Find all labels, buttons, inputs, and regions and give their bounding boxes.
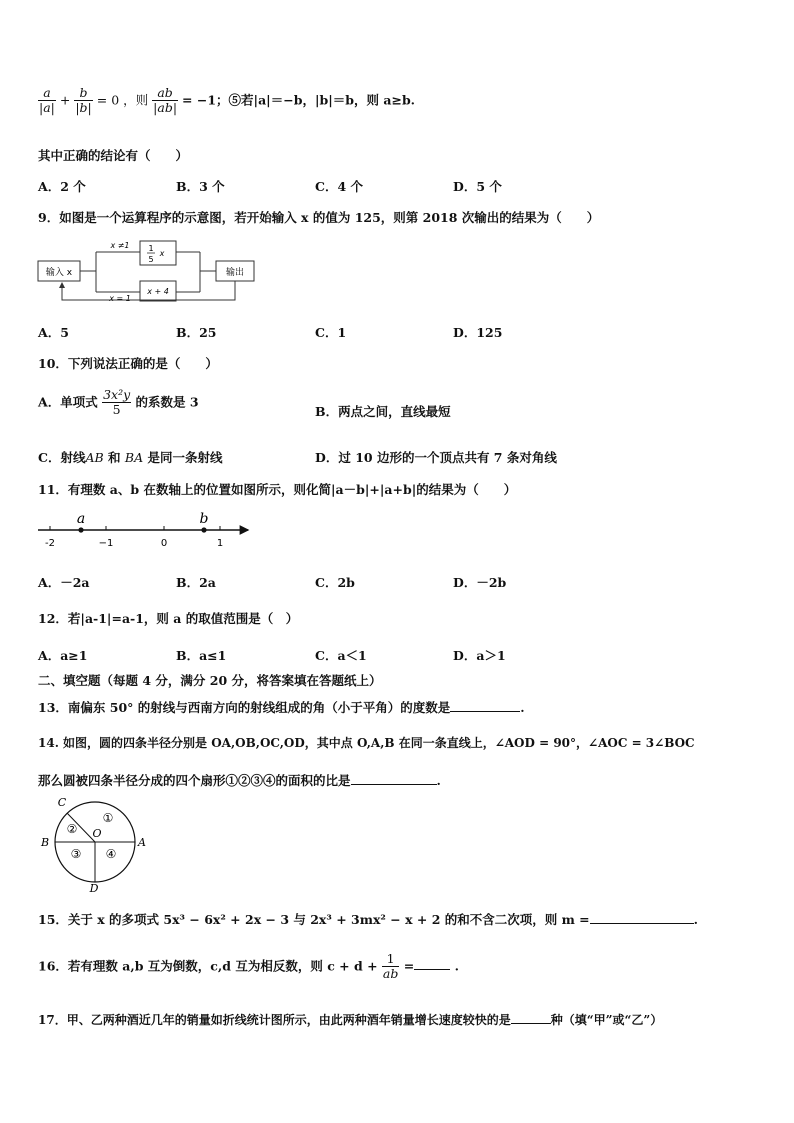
q11-option-a: A．－2a (38, 575, 90, 590)
q15-line: 15．关于 x 的多项式 5x³ − 6x² + 2x − 3 与 2x³ + 3mx² − x + 2 的和不含二次项，则 m = . (38, 912, 699, 927)
fraction-ab-over-abs-ab: $\frac{ab}{|ab|}$ (153, 85, 178, 116)
q11-option-d: D．－2b (453, 575, 507, 590)
operation-top-box (140, 241, 176, 265)
q14-circle-diagram (36, 794, 150, 894)
q9-option-c: C．1 (315, 325, 347, 340)
q9-option-b: B．25 (176, 325, 217, 340)
label-A: A (138, 836, 146, 849)
label-B: B (40, 836, 50, 849)
q11-option-b: B．2a (176, 575, 216, 590)
q9-option-d: D．125 (453, 325, 503, 340)
q11-stem: 11．有理数 a、b 在数轴上的位置如图所示，则化简|a－b|+|a+b|的结果为（ ） (38, 482, 517, 497)
output-label: 输出 (225, 268, 245, 278)
q9-stem: 9．如图是一个运算程序的示意图，若开始输入 x 的值为 125，则第 2018 次输出的结果为（ ） (38, 210, 600, 225)
q8-option-a: A．2 个 (38, 179, 86, 194)
label-O: O (92, 827, 102, 840)
label-C: C (57, 796, 67, 809)
q14-line2: 那么圆被四条半径分成的四个扇形①②③④的面积的比是 . (38, 773, 441, 788)
tick-label: 1 (216, 538, 224, 549)
q13-answer-blank (450, 699, 520, 712)
input-label: 输入 x (45, 268, 73, 278)
sector-3: ③ (70, 847, 82, 861)
op-top-variable: x (159, 249, 165, 258)
q12-stem: 12．若|a-1|=a-1，则 a 的取值范围是（ ） (38, 611, 299, 626)
fraction-b-over-abs-b: $\frac{b}{|b|}$ (75, 85, 92, 116)
q12-option-d: D．a＞1 (453, 648, 506, 663)
q11-number-line (36, 508, 256, 552)
q16-fraction: $\frac{1}{ab}$ (382, 951, 399, 982)
q17-line: 17．甲、乙两种酒近几年的销量如折线统计图所示，由此两种酒年销量增长速度较快的是 种（填“甲”或“乙”） (38, 1013, 663, 1027)
label-a: a (76, 511, 86, 527)
q13-line: 13．南偏东 50° 的射线与西南方向的射线组成的角（小于平角）的度数是 . (38, 700, 525, 715)
q12-option-b: B．a≤1 (176, 648, 227, 663)
q15-answer-blank (590, 911, 694, 924)
q8-option-b: B．3 个 (176, 179, 225, 194)
point-a (78, 527, 83, 532)
q8-option-c: C．4 个 (315, 179, 363, 194)
condition-top: x ≠1 (110, 241, 130, 250)
op-top-denominator: 5 (148, 255, 154, 264)
q11-option-c: C．2b (315, 575, 355, 590)
sector-4: ④ (105, 847, 117, 861)
q10-stem: 10．下列说法正确的是（ ） (38, 356, 218, 371)
condition-bottom: x = 1 (109, 294, 131, 303)
sector-1: ① (102, 811, 114, 825)
q10-option-d: D．过 10 边形的一个顶点共有 7 条对角线 (315, 450, 557, 465)
q8-option-d: D．5 个 (453, 179, 502, 194)
q10-monomial-fraction: $\frac{\text{3x²y}}{5}$ (103, 387, 131, 418)
label-D: D (89, 882, 99, 894)
q10-option-c: C．射线AB 和 BA 是同一条射线 (38, 450, 223, 465)
sector-2: ② (66, 822, 78, 836)
q14-answer-blank (351, 772, 437, 785)
q14-line1: 14. 如图，圆的四条半径分别是 OA,OB,OC,OD，其中点 O,A,B 在同一条直线上，∠AOD = 90°，∠AOC = 3∠BOC (38, 736, 695, 750)
tick-label: 0 (160, 538, 168, 549)
point-b (201, 527, 206, 532)
q9-option-a: A．5 (38, 325, 69, 340)
q16-answer-blank (414, 957, 450, 970)
tick-label: -2 (45, 538, 55, 549)
q12-option-c: C．a＜1 (315, 648, 367, 663)
section-heading: 二、填空题（每题 4 分，满分 20 分，将答案填在答题纸上） (38, 673, 382, 688)
q12-option-a: A．a≥1 (38, 648, 88, 663)
q16-line: 16．若有理数 a,b 互为倒数，c,d 互为相反数，则 c + d + $\frac{1}{ab}$ = . (38, 951, 459, 982)
op-top-numerator: 1 (148, 244, 154, 253)
tick-label: −1 (98, 538, 114, 549)
label-b: b (199, 511, 209, 527)
q8-prompt: 其中正确的结论有（ ） (38, 148, 189, 163)
op-bottom-label: x + 4 (147, 287, 169, 296)
q10-option-a: A．单项式 $\frac{\text{3x²y}}{5}$ 的系数是 3 (38, 387, 199, 418)
q17-answer-blank (511, 1011, 551, 1024)
q9-flow-diagram (36, 236, 258, 304)
fraction-a-over-abs-a: $\frac{a}{|a|}$ (39, 85, 55, 116)
q8-formula-line: $\frac{a}{|a|}$ + $\frac{b}{|b|}$ = 0 ，则 $\frac{ab}{|ab|}$ = −1；⑤若|a|＝−b，|b|＝b，则 a≥b. (39, 85, 416, 116)
q10-option-b: B．两点之间，直线最短 (315, 404, 451, 419)
